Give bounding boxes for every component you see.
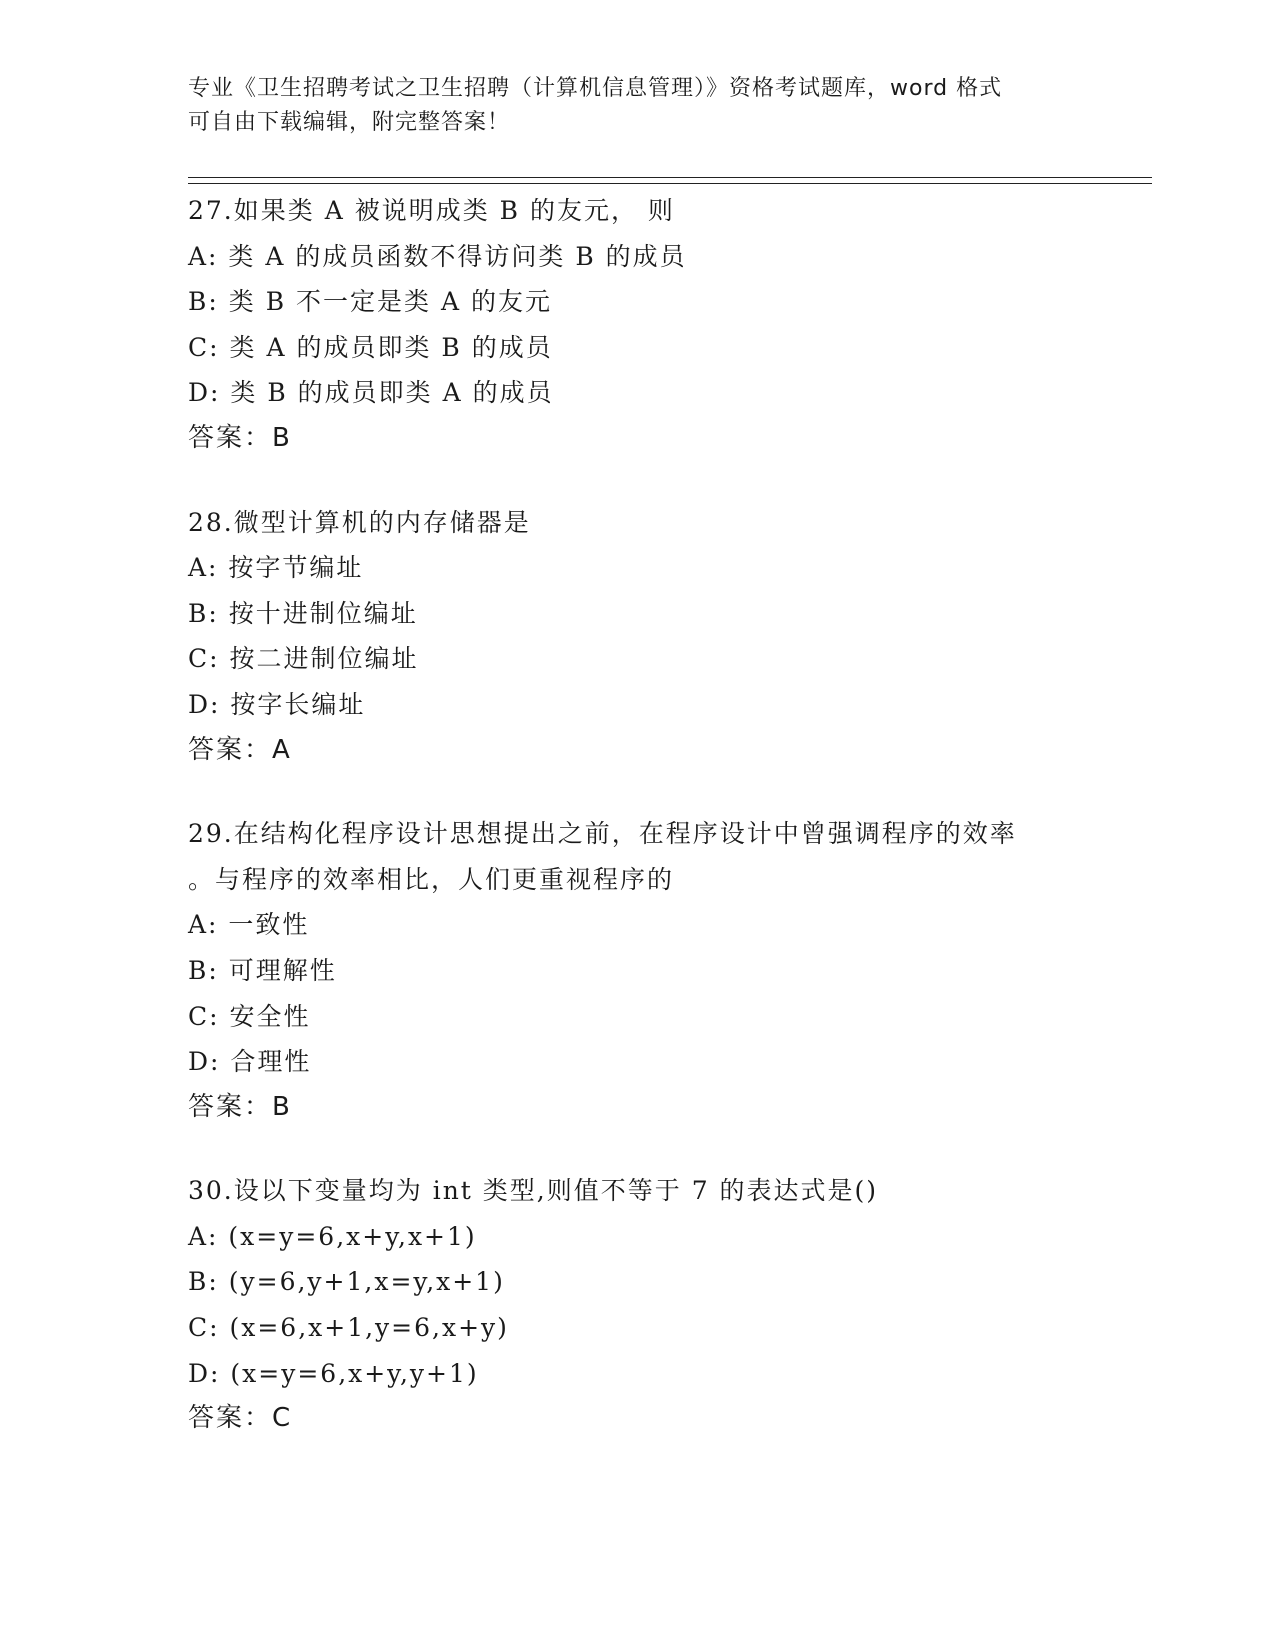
question-text: 27.如果类 A 被说明成类 B 的友元， 则: [188, 196, 675, 225]
header-line-2: 可自由下载编辑，附完整答案！: [188, 110, 511, 135]
option-a: A: 一致性: [188, 910, 310, 940]
answer: 答案：B: [188, 422, 292, 453]
option-b: B: (y=6,y+1,x=y,x+1): [188, 1267, 505, 1297]
option-d: D: 类 B 的成员即类 A 的成员: [188, 378, 554, 408]
option-b: B: 可理解性: [188, 955, 337, 985]
header-line-1: 专业《卫生招聘考试之卫生招聘（计算机信息管理）》资格考试题库，word 格式: [188, 76, 1003, 101]
option-a: A: 按字节编址: [188, 553, 364, 583]
option-c: C: 安全性: [188, 1001, 311, 1031]
question-list: [188, 188, 1148, 1480]
question-29: [188, 811, 1148, 1130]
question-text: 30.设以下变量均为 int 类型,则值不等于 7 的表达式是(): [188, 1176, 879, 1206]
question-text-continued: 。与程序的效率相比，人们更重视程序的: [188, 864, 675, 894]
option-d: D: (x=y=6,x+y,y+1): [188, 1358, 479, 1388]
option-c: C: 按二进制位编址: [188, 644, 419, 674]
document-header: [188, 72, 1088, 140]
header-divider-bottom: [188, 183, 1152, 184]
header-divider-top: [188, 177, 1152, 178]
question-text: 28.微型计算机的内存储器是: [188, 507, 531, 537]
option-a: A: 类 A 的成员函数不得访问类 B 的成员: [188, 241, 687, 271]
option-a: A: (x=y=6,x+y,x+1): [188, 1221, 477, 1251]
question-30: [188, 1168, 1148, 1442]
question-text: 29.在结构化程序设计思想提出之前，在程序设计中曾强调程序的效率: [188, 819, 1017, 849]
option-b: B: 按十进制位编址: [188, 598, 418, 628]
answer: 答案：C: [188, 1403, 293, 1434]
option-b: B: 类 B 不一定是类 A 的友元: [188, 287, 552, 317]
answer: 答案：B: [188, 1091, 292, 1122]
option-d: D: 合理性: [188, 1047, 312, 1077]
option-d: D: 按字长编址: [188, 689, 366, 719]
answer: 答案：A: [188, 734, 292, 765]
option-c: C: 类 A 的成员即类 B 的成员: [188, 332, 553, 362]
question-28: [188, 500, 1148, 774]
option-c: C: (x=6,x+1,y=6,x+y): [188, 1313, 509, 1343]
question-27: [188, 188, 1148, 462]
